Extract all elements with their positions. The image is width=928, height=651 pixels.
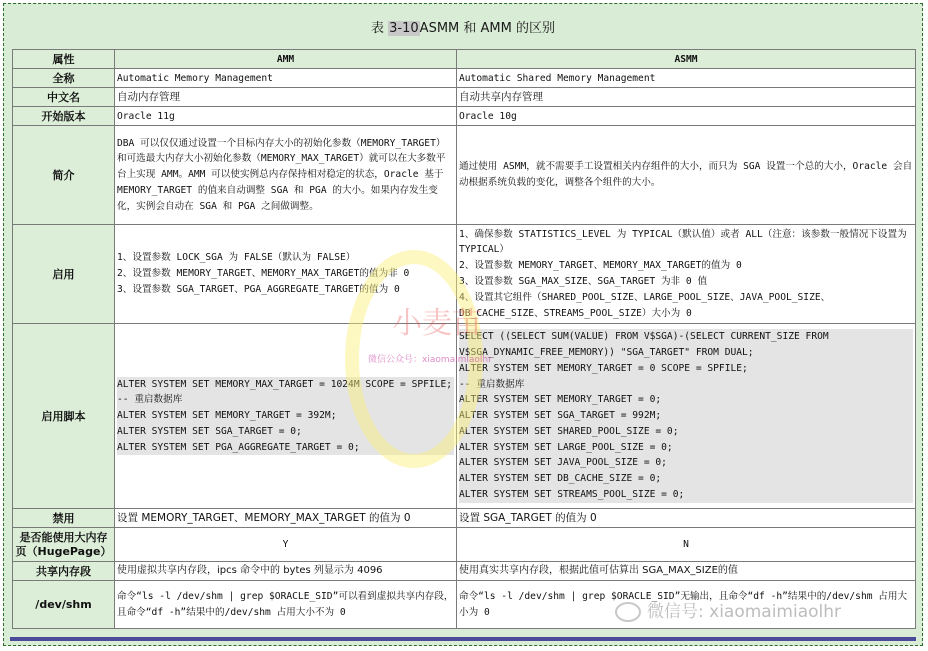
asmm-version: Oracle 10g: [457, 107, 916, 126]
asmm-script-code: SELECT ((SELECT SUM(VALUE) FROM V$SGA)-(SELECT CURRENT_SIZE FROM V$SGA_DYNAMIC_FREE_MEMORY)) "SGA_TARGET" FROM DUAL; ALTER SYSTEM SET MEMORY_TARGET = 0 SCOPE = SPFILE; -- 重启数据库 ALTER SYSTEM SET MEMORY_TARGET = 0; ALTER SYSTEM SET SGA_TARGET = 992M; ALTER SYSTEM SET SHARED_POOL_SIZE = 0; ALTER SYSTEM SET LARGE_POOL_SIZE = 0; ALTER SYSTEM SET JAVA_POOL_SIZE = 0; ALTER SYSTEM SET DB_CACHE_SIZE = 0; ALTER SYSTEM SET STREAMS_POOL_SIZE = 0;: [459, 329, 913, 503]
asmm-devshm: 命令“ls -l /dev/shm | grep $ORACLE_SID”无输出，且命令“df -h”结果中的/dev/shm 占用大小为 0: [457, 581, 916, 629]
table-row: [13, 107, 916, 126]
row-label: 共享内存段: [13, 562, 115, 581]
row-label: 简介: [13, 126, 115, 225]
asmm-fullname: Automatic Shared Memory Management: [457, 69, 916, 88]
table-row: [13, 562, 916, 581]
table-row: [13, 126, 916, 225]
header-attr: 属性: [13, 50, 115, 69]
row-label: 是否能使用大内存页（HugePage）: [13, 528, 115, 562]
table-row: [13, 69, 916, 88]
bottom-bar: [10, 637, 916, 641]
table-caption: 表 3-10ASMM 和 AMM 的区别: [371, 21, 555, 36]
amm-intro: DBA 可以仅仅通过设置一个目标内存大小的初始化参数（MEMORY_TARGET）和可选最大内存大小初始化参数（MEMORY_MAX_TARGET）就可以在大多数平台上实现 AMM。AMM 可以使实例总内存保持相对稳定的状态，Oracle 基于 MEMORY_TARGET 的值来自动调整 SGA 和 PGA 的大小。如果内存发生变化，实例会自动在 SGA 和 PGA 之间做调整。: [115, 126, 457, 225]
table-row: [13, 509, 916, 528]
asmm-disable: 设置 SGA_TARGET 的值为 0: [457, 509, 916, 528]
amm-script-code: ALTER SYSTEM SET MEMORY_MAX_TARGET = 1024M SCOPE = SPFILE; -- 重启数据库 ALTER SYSTEM SET MEMORY_TARGET = 392M; ALTER SYSTEM SET SGA_TARGET = 0; ALTER SYSTEM SET PGA_AGGREGATE_TARGET = 0;: [117, 377, 454, 456]
amm-devshm: 命令“ls -l /dev/shm | grep $ORACLE_SID”可以看到虚拟共享内存段，且命令“df -h”结果中的/dev/shm 占用大小不为 0: [115, 581, 457, 629]
header-amm: AMM: [115, 50, 457, 69]
header-row: [13, 50, 916, 69]
asmm-cnname: 自动共享内存管理: [457, 88, 916, 107]
table-row: [13, 324, 916, 509]
amm-fullname: Automatic Memory Management: [115, 69, 457, 88]
amm-hugepage: Y: [115, 528, 457, 562]
row-label: 启用脚本: [13, 324, 115, 509]
table-row: [13, 88, 916, 107]
row-label: /dev/shm: [13, 581, 115, 629]
table-row: [13, 528, 916, 562]
asmm-intro: 通过使用 ASMM，就不需要手工设置相关内存组件的大小，而只为 SGA 设置一个总的大小，Oracle 会自动根据系统负载的变化，调整各个组件的大小。: [457, 126, 916, 225]
asmm-enable: 1、确保参数 STATISTICS_LEVEL 为 TYPICAL（默认值）或者 ALL（注意：该参数一般情况下设置为 TYPICAL） 2、设置参数 MEMORY_TARGET、MEMORY_MAX_TARGET的值为 0 3、设置参数 SGA_MAX_SIZE、SGA_TARGET 为非 0 值 4、设置其它组件（SHARED_POOL_SIZE、LARGE_POOL_SIZE、JAVA_POOL_SIZE、DB_CACHE_SIZE、STREAMS_POOL_SIZE）大小为 0: [457, 225, 916, 324]
row-label: 启用: [13, 225, 115, 324]
row-label: 禁用: [13, 509, 115, 528]
header-asmm: ASMM: [457, 50, 916, 69]
table-row: [13, 225, 916, 324]
amm-disable: 设置 MEMORY_TARGET、MEMORY_MAX_TARGET 的值为 0: [115, 509, 457, 528]
comparison-table: [12, 49, 916, 629]
row-label: 全称: [13, 69, 115, 88]
watermark-text: 小麦苗: [392, 306, 482, 341]
amm-shm: 使用虚拟共享内存段，ipcs 命令中的 bytes 列显示为 4096: [115, 562, 457, 581]
wechat-watermark: 微信号: xiaomaimiaolhr: [615, 597, 841, 622]
asmm-script: [457, 324, 916, 509]
amm-enable: 1、设置参数 LOCK_SGA 为 FALSE（默认为 FALSE） 2、设置参数 MEMORY_TARGET、MEMORY_MAX_TARGET的值为非 0 3、设置参数 SGA_TARGET、PGA_AGGREGATE_TARGET的值为 0: [115, 225, 457, 324]
row-label: 中文名: [13, 88, 115, 107]
amm-version: Oracle 11g: [115, 107, 457, 126]
row-label: 开始版本: [13, 107, 115, 126]
asmm-shm: 使用真实共享内存段，根据此值可估算出 SGA_MAX_SIZE的值: [457, 562, 916, 581]
watermark-subtext: 微信公众号：xiaomaimiaolhr: [368, 355, 492, 365]
asmm-hugepage: N: [457, 528, 916, 562]
amm-cnname: 自动内存管理: [115, 88, 457, 107]
table-row: [13, 581, 916, 629]
amm-script: [115, 324, 457, 509]
